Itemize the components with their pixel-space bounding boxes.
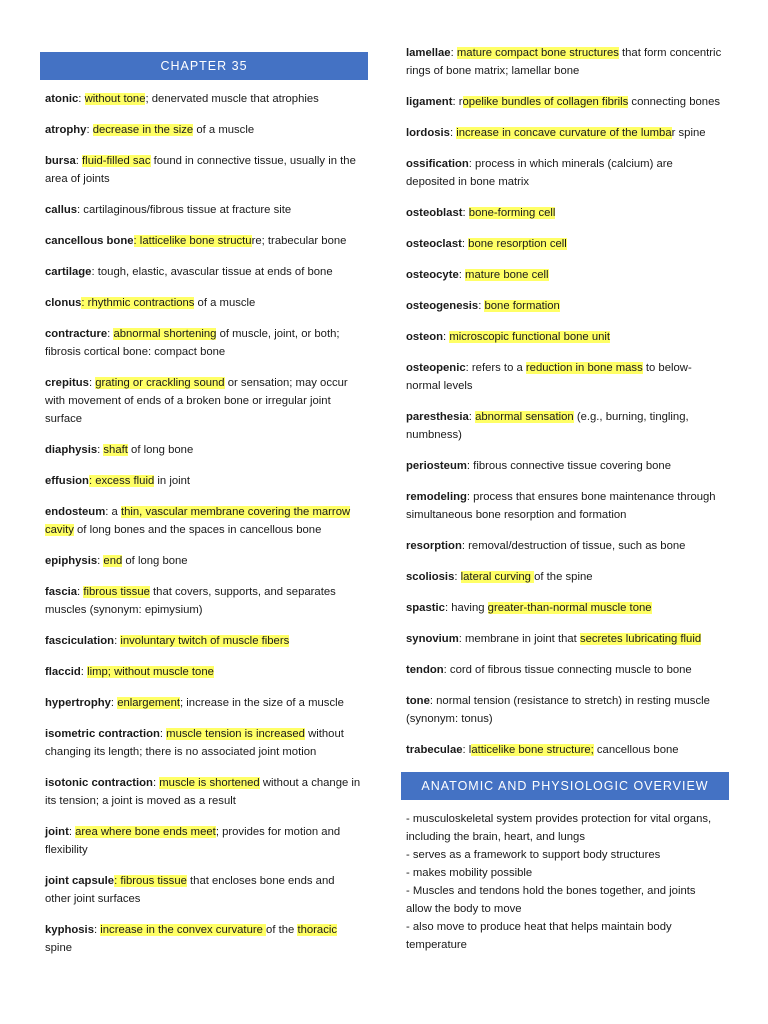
glossary-term: lordosis (406, 127, 450, 139)
definition-text: : (77, 586, 84, 598)
definition-text: : (86, 124, 93, 136)
definition-text: : tough, elastic, avascular tissue at ends of bone (91, 266, 333, 278)
definition-text: in joint (154, 475, 191, 487)
definition-text: or sensation; may occur with movement of ends of a broken bone or irregular joint surface (45, 377, 348, 425)
glossary-term: atonic (45, 93, 79, 105)
glossary-entry (45, 921, 363, 957)
glossary-term: bursa (45, 155, 76, 167)
highlighted-text: grating or crackling sound (95, 377, 225, 389)
definition-text: : fibrous connective tissue covering bone (466, 460, 671, 472)
glossary-term: paresthesia (406, 411, 469, 423)
glossary-entry (406, 661, 724, 679)
overview-header: ANATOMIC AND PHYSIOLOGIC OVERVIEW (401, 772, 729, 800)
definition-text: without a change in its tension; a joint is moved as a result (45, 777, 361, 807)
glossary-term: flaccid (45, 666, 81, 678)
highlighted-text: increase in concave curvature of the lumba (456, 127, 672, 139)
definition-text: : (152, 777, 160, 789)
highlighted-text: abnormal sensation (475, 411, 574, 423)
highlighted-text: increase in the convex curvature (100, 924, 267, 936)
highlighted-text: : latticelike bone structu (133, 235, 252, 247)
highlighted-text: fluid-filled sac (82, 155, 151, 167)
glossary-term: joint (45, 826, 69, 838)
highlighted-text: atticelike bone structure; (471, 744, 594, 756)
definition-text: that form concentric rings of bone matrix; lamellar bone (406, 47, 722, 77)
highlighted-text: lateral curving (460, 571, 535, 583)
glossary-term: tendon (406, 664, 444, 676)
definition-text: cancellous bone (593, 744, 679, 756)
glossary-term: ligament (406, 96, 453, 108)
glossary-term: atrophy (45, 124, 87, 136)
overview-line: - makes mobility possible (406, 867, 533, 879)
definition-text: : r (452, 96, 463, 108)
definition-text: : (80, 666, 88, 678)
glossary-entry (406, 124, 724, 142)
definition-text: : normal tension (resistance to stretch) in resting muscle (synonym: tonus) (406, 695, 710, 725)
definition-text: : (88, 377, 96, 389)
definition-text: : (478, 300, 485, 312)
highlighted-text: secretes lubricating fluid (579, 633, 702, 645)
definition-text: ; provides for motion and flexibility (45, 826, 341, 856)
glossary-entry (45, 632, 363, 650)
glossary-entry (45, 441, 363, 459)
glossary-entry (45, 263, 363, 281)
definition-text: : (443, 331, 450, 343)
definition-text: : refers to a (465, 362, 526, 374)
highlighted-text: end (103, 555, 123, 567)
glossary-entry (45, 823, 363, 859)
left-column (40, 44, 368, 970)
highlighted-text: shaft (103, 444, 128, 456)
glossary-entry (406, 457, 724, 475)
highlighted-text: muscle is shortened (159, 777, 260, 789)
glossary-term: hypertrophy (45, 697, 111, 709)
glossary-term: synovium (406, 633, 459, 645)
glossary-entry (45, 552, 363, 570)
definition-text: : (97, 444, 104, 456)
definition-text: of a muscle (193, 124, 255, 136)
definition-text: : a (105, 506, 121, 518)
highlighted-text: : excess fluid (88, 475, 155, 487)
glossary-term: effusion (45, 475, 89, 487)
definition-text: : (462, 207, 469, 219)
highlighted-text: muscle tension is increased (166, 728, 305, 740)
definition-text: : (449, 127, 457, 139)
glossary-term: osteogenesis (406, 300, 479, 312)
glossary-entry (45, 232, 363, 250)
highlighted-text: bone-forming cell (468, 207, 556, 219)
highlighted-text: area where bone ends meet (75, 826, 216, 838)
definition-text: of muscle, joint, or both; fibrosis cortical bone: compact bone (45, 328, 340, 358)
definition-text: : (461, 238, 469, 250)
highlighted-text: thin, vascular membrane covering the marrow cavity (45, 506, 351, 536)
definition-text: (e.g., burning, tingling, numbness) (406, 411, 689, 441)
glossary-term: remodeling (406, 491, 467, 503)
definition-text: that covers, supports, and separates muscles (synonym: epimysium) (45, 586, 336, 616)
definition-text: of a muscle (194, 297, 256, 309)
definition-text: of the spine (534, 571, 593, 583)
overview-line: - musculoskeletal system provides protection for vital organs, including the brain, heart, and lungs (406, 813, 712, 843)
glossary-term: ossification (406, 158, 469, 170)
highlighted-text: fibrous tissue (83, 586, 150, 598)
highlighted-text: without tone (84, 93, 146, 105)
definition-text: : (97, 555, 104, 567)
glossary-term: diaphysis (45, 444, 98, 456)
highlighted-text: mature bone cell (465, 269, 549, 281)
highlighted-text: microscopic functional bone unit (449, 331, 611, 343)
glossary-term: clonus (45, 297, 82, 309)
glossary-entry (406, 568, 724, 586)
glossary-term: kyphosis (45, 924, 94, 936)
definition-text: ; denervated muscle that atrophies (145, 93, 319, 105)
glossary-entry (406, 599, 724, 617)
glossary-entry (45, 374, 363, 428)
glossary-entry (406, 266, 724, 284)
highlighted-text: opelike bundles of collagen fibrils (462, 96, 629, 108)
glossary-term: epiphysis (45, 555, 98, 567)
glossary-term: osteoblast (406, 207, 463, 219)
highlighted-text: enlargement (117, 697, 180, 709)
definition-text: : (75, 155, 83, 167)
definition-text: : removal/destruction of tissue, such as bone (461, 540, 686, 552)
overview-line: - also move to produce heat that helps maintain body temperature (406, 921, 672, 951)
glossary-entry (406, 630, 724, 648)
glossary-entry (45, 294, 363, 312)
definition-text: without changing its length; there is no associated joint motion (45, 728, 344, 758)
definition-text: connecting bones (628, 96, 720, 108)
glossary-term: crepitus (45, 377, 89, 389)
definition-text: : (110, 697, 118, 709)
highlighted-text: reduction in bone mass (525, 362, 643, 374)
glossary-term: isometric contraction (45, 728, 160, 740)
definition-text: of long bone (122, 555, 188, 567)
glossary-list-left (40, 90, 368, 957)
definition-text: found in connective tissue, usually in the area of joints (45, 155, 356, 185)
definition-text: : (468, 411, 476, 423)
overview-text (406, 810, 724, 954)
glossary-entry (45, 583, 363, 619)
glossary-entry (406, 155, 724, 191)
definition-text: : process in which minerals (calcium) are deposited in bone matrix (406, 158, 673, 188)
definition-text: : cartilaginous/fibrous tissue at fracture site (77, 204, 292, 216)
right-column (401, 44, 729, 954)
glossary-term: scoliosis (406, 571, 455, 583)
definition-text: : (454, 571, 461, 583)
glossary-entry (45, 121, 363, 139)
glossary-entry (406, 537, 724, 555)
chapter-header: CHAPTER 35 (40, 52, 368, 80)
highlighted-text: greater-than-normal muscle tone (487, 602, 652, 614)
highlighted-text: mature compact bone structures (456, 47, 619, 59)
definition-text: : having (444, 602, 488, 614)
glossary-term: resorption (406, 540, 462, 552)
glossary-entry (45, 872, 363, 908)
highlighted-text: bone formation (484, 300, 560, 312)
definition-text: of the (266, 924, 298, 936)
definition-text: : process that ensures bone maintenance through simultaneous bone resorption and formation (406, 491, 716, 521)
glossary-entry (45, 725, 363, 761)
highlighted-text: abnormal shortening (113, 328, 217, 340)
definition-text: : membrane in joint that (458, 633, 580, 645)
definition-text: : (159, 728, 167, 740)
glossary-entry (406, 297, 724, 315)
definition-text: : (114, 635, 121, 647)
highlighted-text: : fibrous tissue (114, 875, 187, 887)
glossary-entry (45, 90, 363, 108)
glossary-term: osteopenic (406, 362, 466, 374)
glossary-term: endosteum (45, 506, 106, 518)
glossary-term: callus (45, 204, 78, 216)
glossary-entry (45, 503, 363, 539)
glossary-entry (45, 694, 363, 712)
definition-text: spine (45, 942, 73, 954)
definition-text: r spine (671, 127, 706, 139)
glossary-term: periosteum (406, 460, 467, 472)
glossary-term: fascia (45, 586, 78, 598)
glossary-entry (45, 201, 363, 219)
highlighted-text: involuntary twitch of muscle fibers (120, 635, 290, 647)
definition-text: ; increase in the size of a muscle (180, 697, 344, 709)
definition-text: : (458, 269, 466, 281)
glossary-entry (406, 204, 724, 222)
glossary-entry (406, 488, 724, 524)
glossary-term: cartilage (45, 266, 92, 278)
definition-text: that encloses bone ends and other joint surfaces (45, 875, 335, 905)
glossary-term: isotonic contraction (45, 777, 153, 789)
overview-line: - Muscles and tendons hold the bones together, and joints allow the body to move (406, 885, 696, 915)
glossary-term: contracture (45, 328, 108, 340)
glossary-term: osteoclast (406, 238, 462, 250)
definition-text: : (68, 826, 76, 838)
glossary-entry (45, 663, 363, 681)
glossary-term: joint capsule (45, 875, 115, 887)
definition-text: re; trabecular bone (251, 235, 347, 247)
highlighted-text: : rhythmic contractions (81, 297, 195, 309)
glossary-entry (406, 44, 724, 80)
glossary-entry (45, 774, 363, 810)
glossary-term: spastic (406, 602, 445, 614)
highlighted-text: bone resorption cell (468, 238, 567, 250)
definition-text: of long bones and the spaces in cancellous bone (73, 524, 322, 536)
highlighted-text: decrease in the size (92, 124, 194, 136)
glossary-entry (45, 472, 363, 490)
definition-text: : l (462, 744, 472, 756)
glossary-term: osteocyte (406, 269, 459, 281)
glossary-entry (45, 152, 363, 188)
glossary-term: trabeculae (406, 744, 463, 756)
highlighted-text: thoracic (297, 924, 338, 936)
glossary-entry (406, 93, 724, 111)
overview-line: - serves as a framework to support body structures (406, 849, 661, 861)
glossary-entry (406, 408, 724, 444)
glossary-entry (45, 325, 363, 361)
glossary-entry (406, 692, 724, 728)
definition-text: to below-normal levels (406, 362, 692, 392)
glossary-term: cancellous bone (45, 235, 134, 247)
glossary-entry (406, 359, 724, 395)
definition-text: : (93, 924, 101, 936)
definition-text: : (78, 93, 85, 105)
glossary-term: osteon (406, 331, 444, 343)
glossary-term: lamellae (406, 47, 451, 59)
glossary-entry (406, 328, 724, 346)
definition-text: : (450, 47, 457, 59)
glossary-entry (406, 235, 724, 253)
definition-text: : cord of fibrous tissue connecting muscle to bone (443, 664, 692, 676)
glossary-entry (406, 741, 724, 759)
definition-text: : (107, 328, 114, 340)
definition-text: of long bone (127, 444, 194, 456)
glossary-term: fasciculation (45, 635, 115, 647)
glossary-term: tone (406, 695, 430, 707)
glossary-list-right (401, 44, 729, 759)
highlighted-text: limp; without muscle tone (87, 666, 214, 678)
